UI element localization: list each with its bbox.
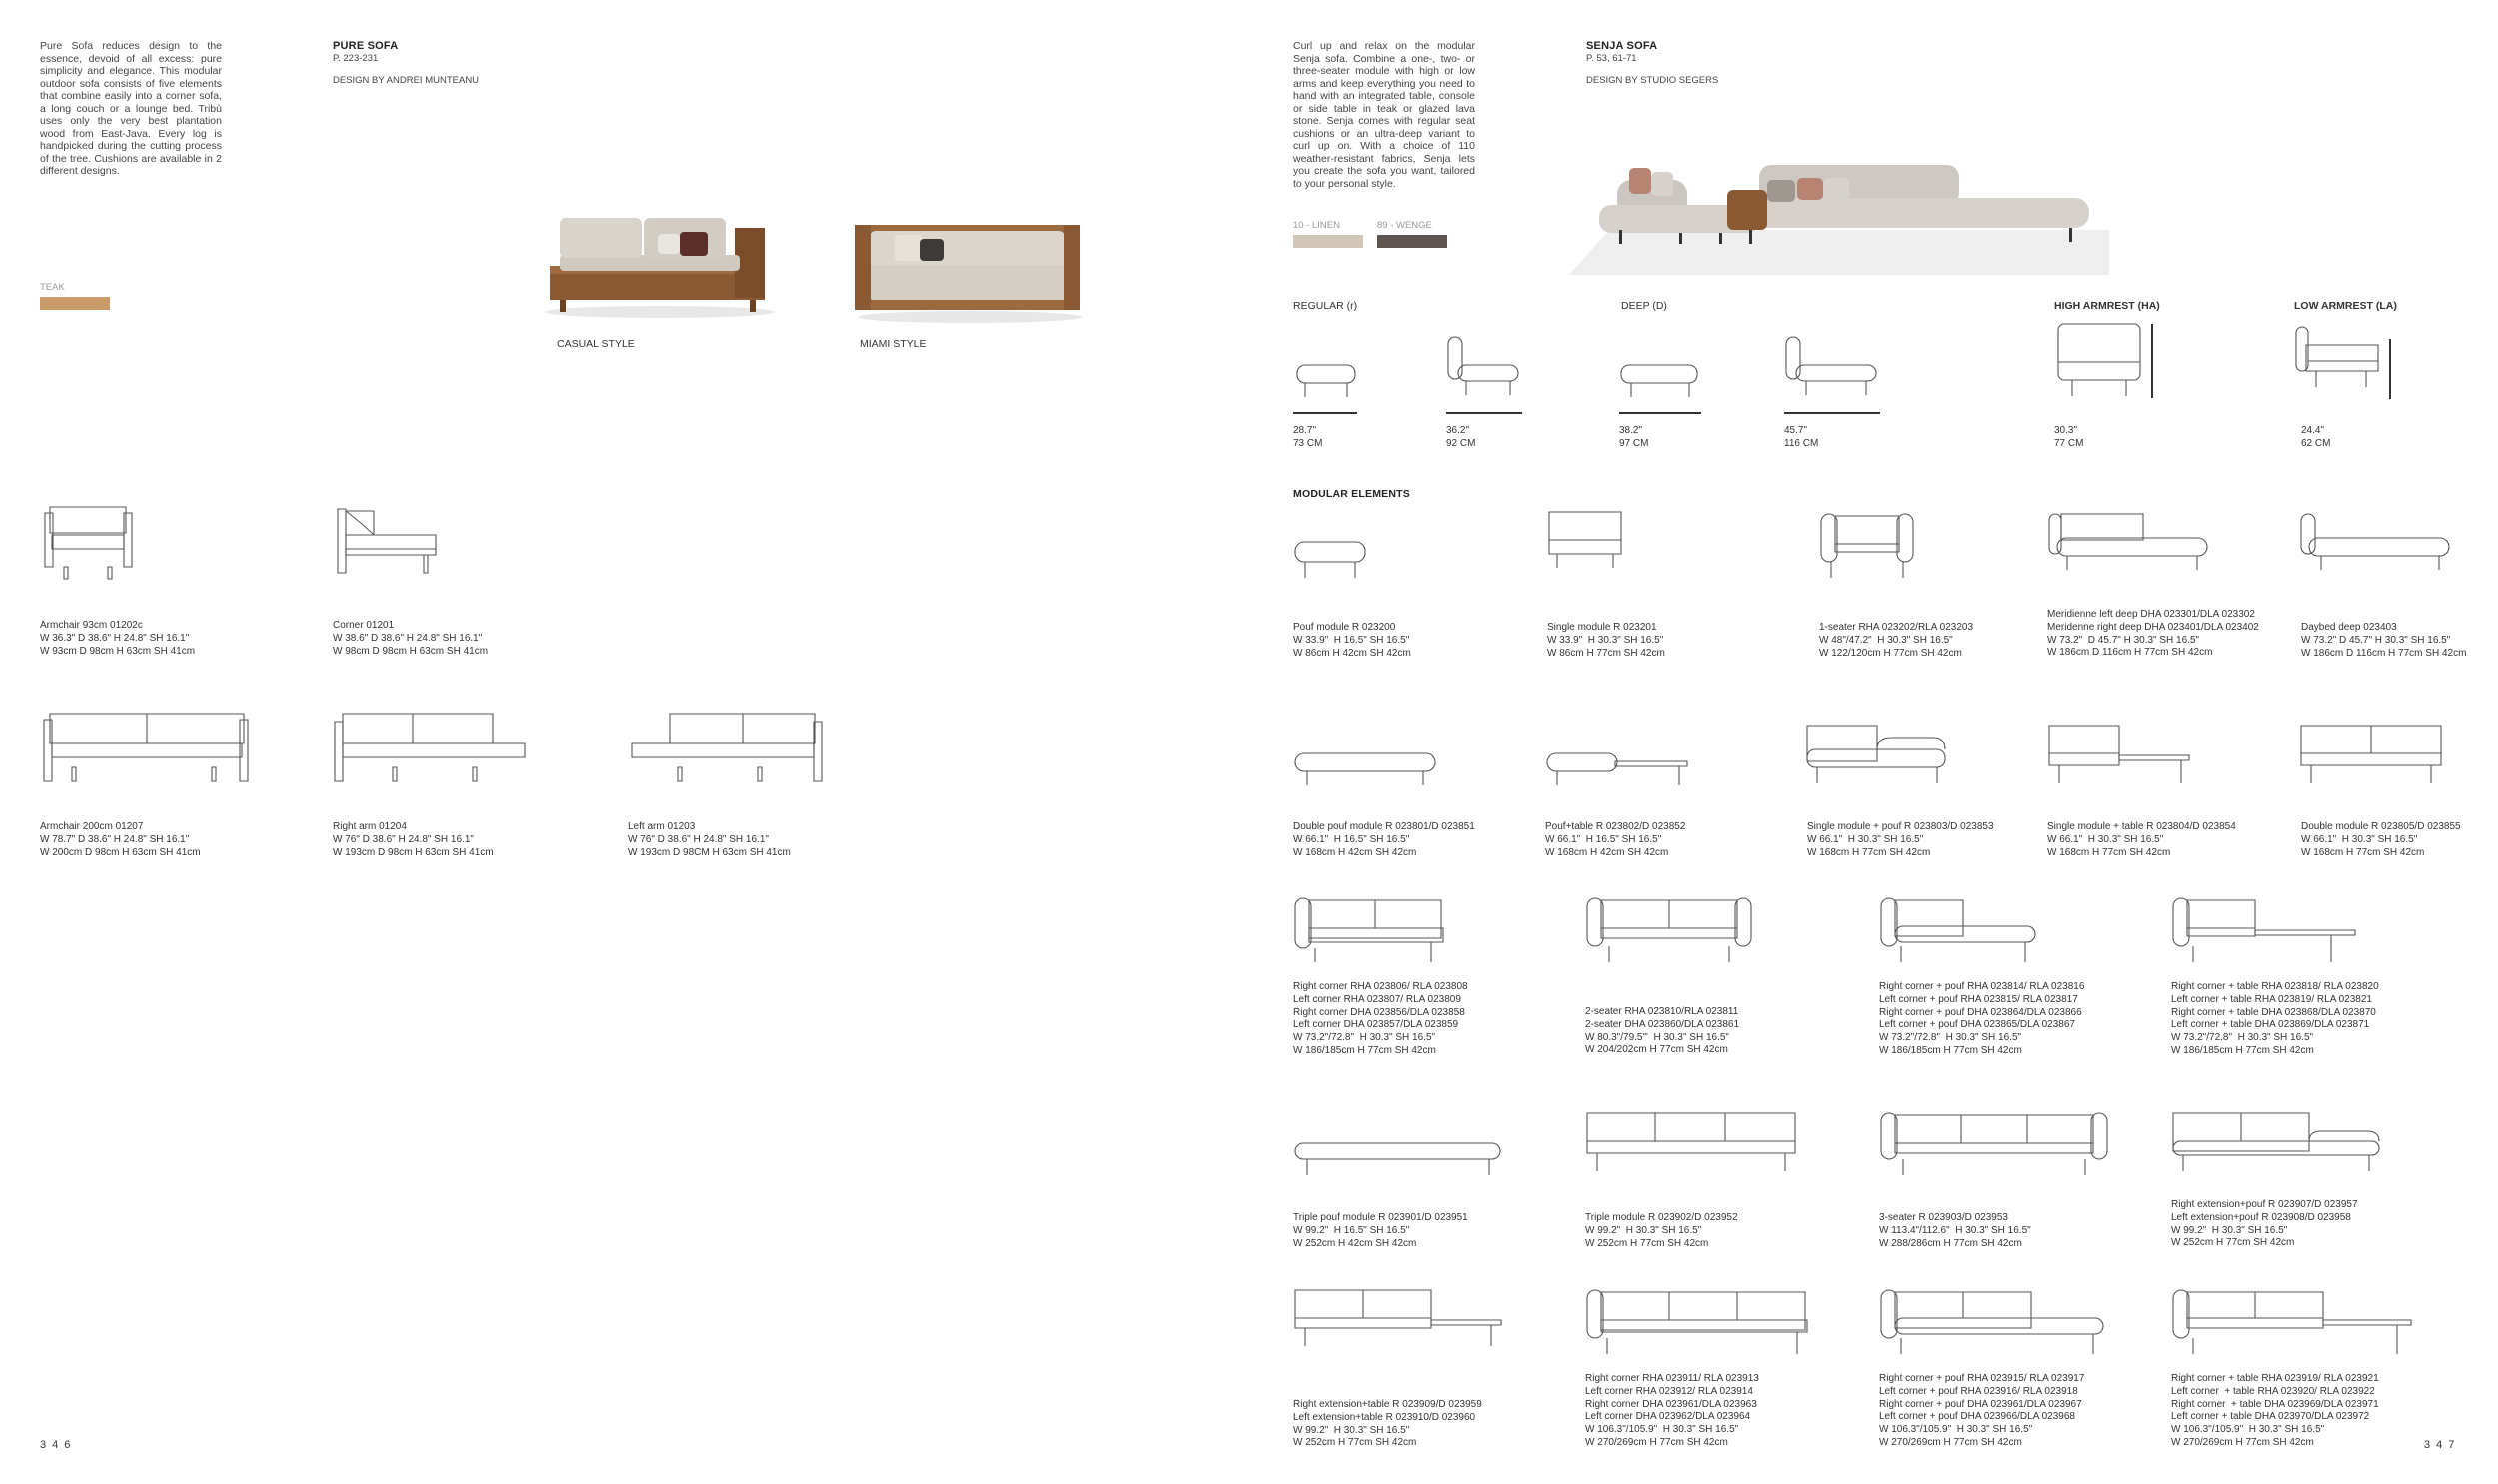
depth-deep-b: 45.7" 116 CM (1784, 425, 1819, 449)
deep-label: DEEP (D) (1621, 300, 1667, 312)
module-double-pouf: Double pouf module R 023801/D 023851 W 66.1" H 16.5" SH 16.5" W 168cm H 42cm SH 42cm (1293, 821, 1475, 858)
extension-table-drawing (1293, 1286, 1513, 1361)
pure-title: PURE SOFA (333, 40, 399, 52)
product-right-arm: Right arm 01204 W 76" D 38.6" H 24.8" SH 16.1" W 193cm D 98cm H 63cm SH 41cm (333, 821, 494, 858)
single-module-drawing (1547, 510, 1627, 590)
depth-low-armrest: 24.4" 62 CM (2301, 425, 2331, 449)
module-single-table: Single module + table R 023804/D 023854 W 66.1" H 30.3" SH 16.5" W 168cm H 77cm SH 42cm (2047, 821, 2236, 858)
depth-regular-b: 36.2" 92 CM (1446, 425, 1476, 449)
teak-swatch (40, 297, 110, 310)
module-corner: Right corner RHA 023806/ RLA 023808 Left corner RHA 023807/ RLA 023809 Right corner DHA 023856/DLA 023858 Left corner DHA 023857/DLA 023859 W 73.2"/72.8" H 30.3" SH 16.5" W 186/185cm H 77cm SH 42cm (1293, 981, 1468, 1056)
one-seater-drawing (1819, 512, 1929, 592)
wenge-label: 89 - WENGE (1377, 220, 1432, 231)
module-one-seater: 1-seater RHA 023202/RLA 023203 W 48"/47.2" H 30.3" SH 16.5" W 122/120cm H 77cm SH 42cm (1819, 622, 1973, 659)
single-module-pouf-drawing (1805, 722, 1955, 791)
corner-large-pouf-drawing (1879, 1286, 2119, 1361)
extension-pouf-drawing (2171, 1109, 2391, 1184)
senja-designer: DESIGN BY STUDIO SEGERS (1586, 75, 1719, 86)
pouf-table-drawing (1545, 751, 1695, 801)
miami-style-label: MIAMI STYLE (860, 338, 927, 350)
module-corner-large: Right corner RHA 023911/ RLA 023913 Left corner RHA 023912/ RLA 023914 Right corner DHA 023961/DLA 023963 Left corner DHA 023962/DLA 023964 W 106.3"/105.9" H 30.3" SH 16.5" W 270/269cm H 77cm SH 42cm (1585, 1373, 1759, 1448)
module-corner-large-pouf: Right corner + pouf RHA 023915/ RLA 023917 Left corner + pouf RHA 023916/ RLA 023918 Right corner + pouf DHA 023961/DLA 023967 Left corner + pouf DHA 023966/DLA 023968 W 106.3"/105.9" H 30.3" SH 16.5" W 270/269cm H 77cm SH 42cm (1879, 1373, 2085, 1448)
regular-label: REGULAR (r) (1293, 300, 1358, 312)
pure-designer: DESIGN BY ANDREI MUNTEANU (333, 75, 480, 86)
depth-high-armrest: 30.3" 77 CM (2054, 425, 2084, 449)
product-corner: Corner 01201 W 38.6" D 38.6" H 24.8" SH 16.1" W 98cm D 98cm H 63cm SH 41cm (333, 620, 489, 657)
module-pouf-table: Pouf+table R 023802/D 023852 W 66.1" H 16.5" SH 16.5" W 168cm H 42cm SH 42cm (1545, 821, 1686, 858)
triple-pouf-drawing (1293, 1139, 1513, 1189)
corner-large-drawing (1585, 1286, 1815, 1361)
deep-depth-single-drawing (1784, 335, 1884, 415)
casual-style-label: CASUAL STYLE (557, 338, 635, 350)
single-module-table-drawing (2047, 722, 2197, 791)
module-extension-table: Right extension+table R 023909/D 023959 Left extension+table R 023910/D 023960 W 99.2" H 30.3" SH 16.5" W 252cm H 77cm SH 42cm (1293, 1399, 1482, 1449)
page-number-left: 346 (40, 1439, 77, 1451)
product-armchair-93: Armchair 93cm 01202c W 36.3" D 38.6" H 24.8" SH 16.1" W 93cm D 98cm H 63cm SH 41cm (40, 620, 196, 657)
page-number-right: 347 (2424, 1439, 2461, 1451)
corner-table-drawing (2171, 894, 2361, 969)
miami-style-photo (850, 205, 1090, 325)
module-triple-pouf: Triple pouf module R 023901/D 023951 W 99.2" H 16.5" SH 16.5" W 252cm H 42cm SH 42cm (1293, 1212, 1468, 1249)
senja-intro-text: Curl up and relax on the modular Senja sofa. Combine a one-, two- or three-seater module with high or low arms and keep everything you need to hand with an integrated table, console or side table in teak or glazed lava stone. Senja comes with regular seat cushions or an ultra-deep variant to curl up on. With a choice of 110 weather-resistant fabrics, Senja lets you create the sofa you want, tailored to your personal style. (1293, 40, 1475, 190)
corner-pouf-drawing (1879, 894, 2049, 969)
triple-module-drawing (1585, 1109, 1805, 1184)
corner-module-drawing (1293, 894, 1453, 969)
depth-deep-a: 38.2" 97 CM (1619, 425, 1649, 449)
meridienne-deep-drawing (2047, 512, 2217, 582)
corner-drawing (334, 505, 444, 585)
module-three-seater: 3-seater R 023903/D 023953 W 113.4"/112.6" H 30.3" SH 16.5" W 288/286cm H 77cm SH 42cm (1879, 1212, 2031, 1249)
module-two-seater: 2-seater RHA 023810/RLA 023811 2-seater DHA 023860/DLA 023861 W 80.3"/79.5"' H 30.3" SH 16.5" W 204/202cm H 77cm SH 42cm (1585, 1006, 1739, 1056)
armchair-200-drawing (42, 710, 257, 789)
module-corner-large-table: Right corner + table RHA 023919/ RLA 023921 Left corner + table RHA 023920/ RLA 023922 Right corner + table DHA 023969/DLA 023971 Left corner + table DHA 023970/DLA 023972 W 106.3"/105.9" H 30.3" SH 16.5" W 270/269cm H 77cm SH 42cm (2171, 1373, 2379, 1448)
modular-elements-heading: MODULAR ELEMENTS (1293, 488, 1410, 500)
pure-pages: P. 223-231 (333, 53, 379, 64)
module-single-pouf: Single module + pouf R 023803/D 023853 W 66.1" H 30.3" SH 16.5" W 168cm H 77cm SH 42cm (1807, 821, 1994, 858)
daybed-deep-drawing (2299, 512, 2459, 582)
depth-regular-a: 28.7" 73 CM (1293, 425, 1323, 449)
pure-intro-text: Pure Sofa reduces design to the essence, devoid of all excess: pure simplicity and elegance. This modular outdoor sofa consists of five elements that combine easily into a corner sofa, a long couch or a lounge bed. Tribù uses only the very best plantation wood from East-Java. Every log is handpicked during the cutting process of the tree. Cushions are available in 2 different designs. (40, 40, 222, 177)
wenge-swatch (1377, 235, 1447, 248)
low-armrest-label: LOW ARMREST (LA) (2294, 300, 2397, 312)
senja-title: SENJA SOFA (1586, 40, 1658, 52)
deep-depth-pouf-drawing (1619, 355, 1704, 415)
module-meridienne: Meridienne left deep DHA 023301/DLA 023302 Meridenne right deep DHA 023401/DLA 023402 W 73.2" D 45.7" H 30.3" SH 16.5" W 186cm D 116cm H 77cm SH 42cm (2047, 609, 2259, 659)
casual-style-photo (540, 200, 780, 320)
regular-depth-single-drawing (1446, 335, 1526, 415)
three-seater-drawing (1879, 1109, 2119, 1184)
module-extension-pouf: Right extension+pouf R 023907/D 023957 Left extension+pouf R 023908/D 023958 W 99.2" H 30.3" SH 16.5" W 252cm H 77cm SH 42cm (2171, 1199, 2358, 1249)
pouf-module-drawing (1293, 540, 1373, 590)
corner-large-table-drawing (2171, 1286, 2421, 1361)
armchair-93-drawing (42, 505, 142, 585)
module-corner-table: Right corner + table RHA 023818/ RLA 023820 Left corner + table RHA 023819/ RLA 023821 Right corner + table DHA 023868/DLA 023870 Left corner + table DHA 023869/DLA 023871 W 73.2"/72.8" H 30.3" SH 16.5" W 186/185cm H 77cm SH 42cm (2171, 981, 2379, 1056)
low-armrest-drawing (2294, 325, 2394, 405)
linen-label: 10 - LINEN (1293, 220, 1340, 231)
double-pouf-drawing (1293, 749, 1443, 799)
module-triple: Triple module R 023902/D 023952 W 99.2" H 30.3" SH 16.5" W 252cm H 77cm SH 42cm (1585, 1212, 1738, 1249)
product-left-arm: Left arm 01203 W 76" D 38.6" H 24.8" SH 16.1" W 193cm D 98CM H 63cm SH 41cm (628, 821, 791, 858)
right-arm-drawing (333, 710, 533, 789)
two-seater-drawing (1585, 894, 1755, 969)
module-double: Double module R 023805/D 023855 W 66.1" H 30.3" SH 16.5" W 168cm H 77cm SH 42cm (2301, 821, 2461, 858)
high-armrest-label: HIGH ARMREST (HA) (2054, 300, 2160, 312)
module-pouf: Pouf module R 023200 W 33.9" H 16.5" SH 16.5" W 86cm H 42cm SH 42cm (1293, 622, 1411, 659)
senja-pages: P. 53, 61-71 (1586, 53, 1637, 64)
double-module-drawing (2299, 722, 2449, 791)
module-daybed: Daybed deep 023403 W 73.2" D 45.7" H 30.3" SH 16.5" W 186cm D 116cm H 77cm SH 42cm (2301, 622, 2467, 659)
product-armchair-200: Armchair 200cm 01207 W 78.7" D 38.6" H 24.8" SH 16.1" W 200cm D 98cm H 63cm SH 41cm (40, 821, 201, 858)
left-arm-drawing (628, 710, 828, 789)
high-armrest-drawing (2054, 322, 2154, 402)
module-single: Single module R 023201 W 33.9" H 30.3" SH 16.5" W 86cm H 77cm SH 42cm (1547, 622, 1665, 659)
regular-depth-pouf-drawing (1293, 355, 1363, 415)
module-corner-pouf: Right corner + pouf RHA 023814/ RLA 023816 Left corner + pouf RHA 023815/ RLA 023817 Right corner + pouf DHA 023864/DLA 023866 Left corner + pouf DHA 023865/DLA 023867 W 73.2"/72.8" H 30.3" SH 16.5" W 186/185cm H 77cm SH 42cm (1879, 981, 2085, 1056)
teak-label: TEAK (40, 282, 65, 293)
senja-sofa-photo (1569, 150, 2119, 275)
linen-swatch (1293, 235, 1363, 248)
